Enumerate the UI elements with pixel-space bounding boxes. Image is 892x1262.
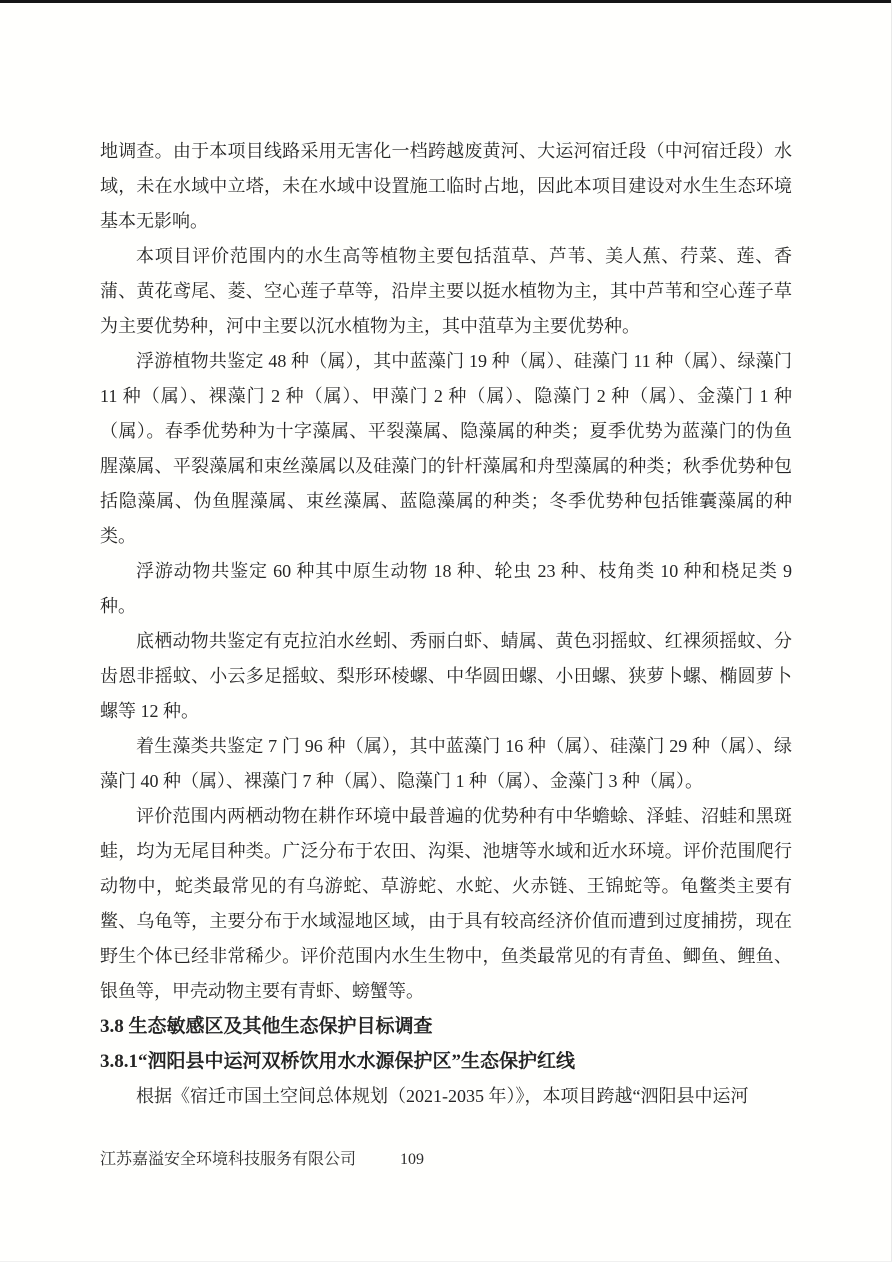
page-footer bbox=[100, 1146, 792, 1174]
paragraph-phytoplankton: 浮游植物共鉴定 48 种（属），其中蓝藻门 19 种（属）、硅藻门 11 种（属）、绿藻门 11 种（属）、裸藻门 2 种（属）、甲藻门 2 种（属）、隐藻门 2 种（属）、金藻门 1 种（属）。春季优势种为十字藻属、平裂藻属、隐藻属的种类；夏季优势为蓝藻门的伪鱼腥藻属、平裂藻属和束丝藻属以及硅藻门的针杆藻属和舟型藻属的种类；秋季优势种包括隐藻属、伪鱼腥藻属、束丝藻属、蓝隐藻属的种类；冬季优势种包括锥囊藻属的种类。 bbox=[100, 351, 792, 546]
footer-page-number: 109 bbox=[400, 1151, 424, 1168]
page-top-edge bbox=[0, 0, 891, 3]
paragraph-benthic-animals: 底栖动物共鉴定有克拉泊水丝蚓、秀丽白虾、蜻属、黄色羽摇蚊、红裸须摇蚊、分齿恩非摇蚊、小云多足摇蚊、梨形环棱螺、中华圆田螺、小田螺、狭萝卜螺、椭圆萝卜螺等 12 种。 bbox=[100, 631, 792, 721]
paragraph-zooplankton: 浮游动物共鉴定 60 种其中原生动物 18 种、轮虫 23 种、枝角类 10 种和桡足类 9 种。 bbox=[100, 561, 792, 616]
subsection-heading-3-8-1: 3.8.1“泗阳县中运河双桥饮用水水源保护区”生态保护红线 bbox=[100, 1051, 576, 1072]
paragraph-aquatic-plants: 本项目评价范围内的水生高等植物主要包括菹草、芦苇、美人蕉、荇菜、莲、香蒲、黄花鸢尾、菱、空心莲子草等，沿岸主要以挺水植物为主，其中芦苇和空心莲子草为主要优势种，河中主要以沉水植物为主，其中菹草为主要优势种。 bbox=[100, 246, 792, 336]
paragraph-aquatic-impact: 地调查。由于本项目线路采用无害化一档跨越废黄河、大运河宿迁段（中河宿迁段）水域，未在水域中立塔，未在水域中设置施工临时占地，因此本项目建设对水生生态环境基本无影响。 bbox=[100, 141, 792, 231]
paragraph-red-line-intro: 根据《宿迁市国土空间总体规划（2021-2035 年）》，本项目跨越“泗阳县中运河 bbox=[136, 1086, 749, 1106]
document-body bbox=[100, 134, 792, 1114]
footer-company-name: 江苏嘉溢安全环境科技服务有限公司 bbox=[100, 1151, 357, 1168]
section-heading-3-8: 3.8 生态敏感区及其他生态保护目标调查 bbox=[100, 1016, 433, 1037]
paragraph-periphyton: 着生藻类共鉴定 7 门 96 种（属），其中蓝藻门 16 种（属）、硅藻门 29 种（属）、绿藻门 40 种（属）、裸藻门 7 种（属）、隐藻门 1 种（属）、金藻门 3 种（属）。 bbox=[100, 736, 792, 791]
paragraph-amphibians-reptiles-fish: 评价范围内两栖动物在耕作环境中最普遍的优势种有中华蟾蜍、泽蛙、沼蛙和黑斑蛙，均为无尾目种类。广泛分布于农田、沟渠、池塘等水域和近水环境。评价范围爬行动物中，蛇类最常见的有乌游蛇、草游蛇、水蛇、火赤链、王锦蛇等。龟鳖类主要有鳖、乌龟等，主要分布于水域湿地区域，由于具有较高经济价值而遭到过度捕捞，现在野生个体已经非常稀少。评价范围内水生生物中，鱼类最常见的有青鱼、鲫鱼、鲤鱼、银鱼等，甲壳动物主要有青虾、螃蟹等。 bbox=[100, 806, 792, 1001]
